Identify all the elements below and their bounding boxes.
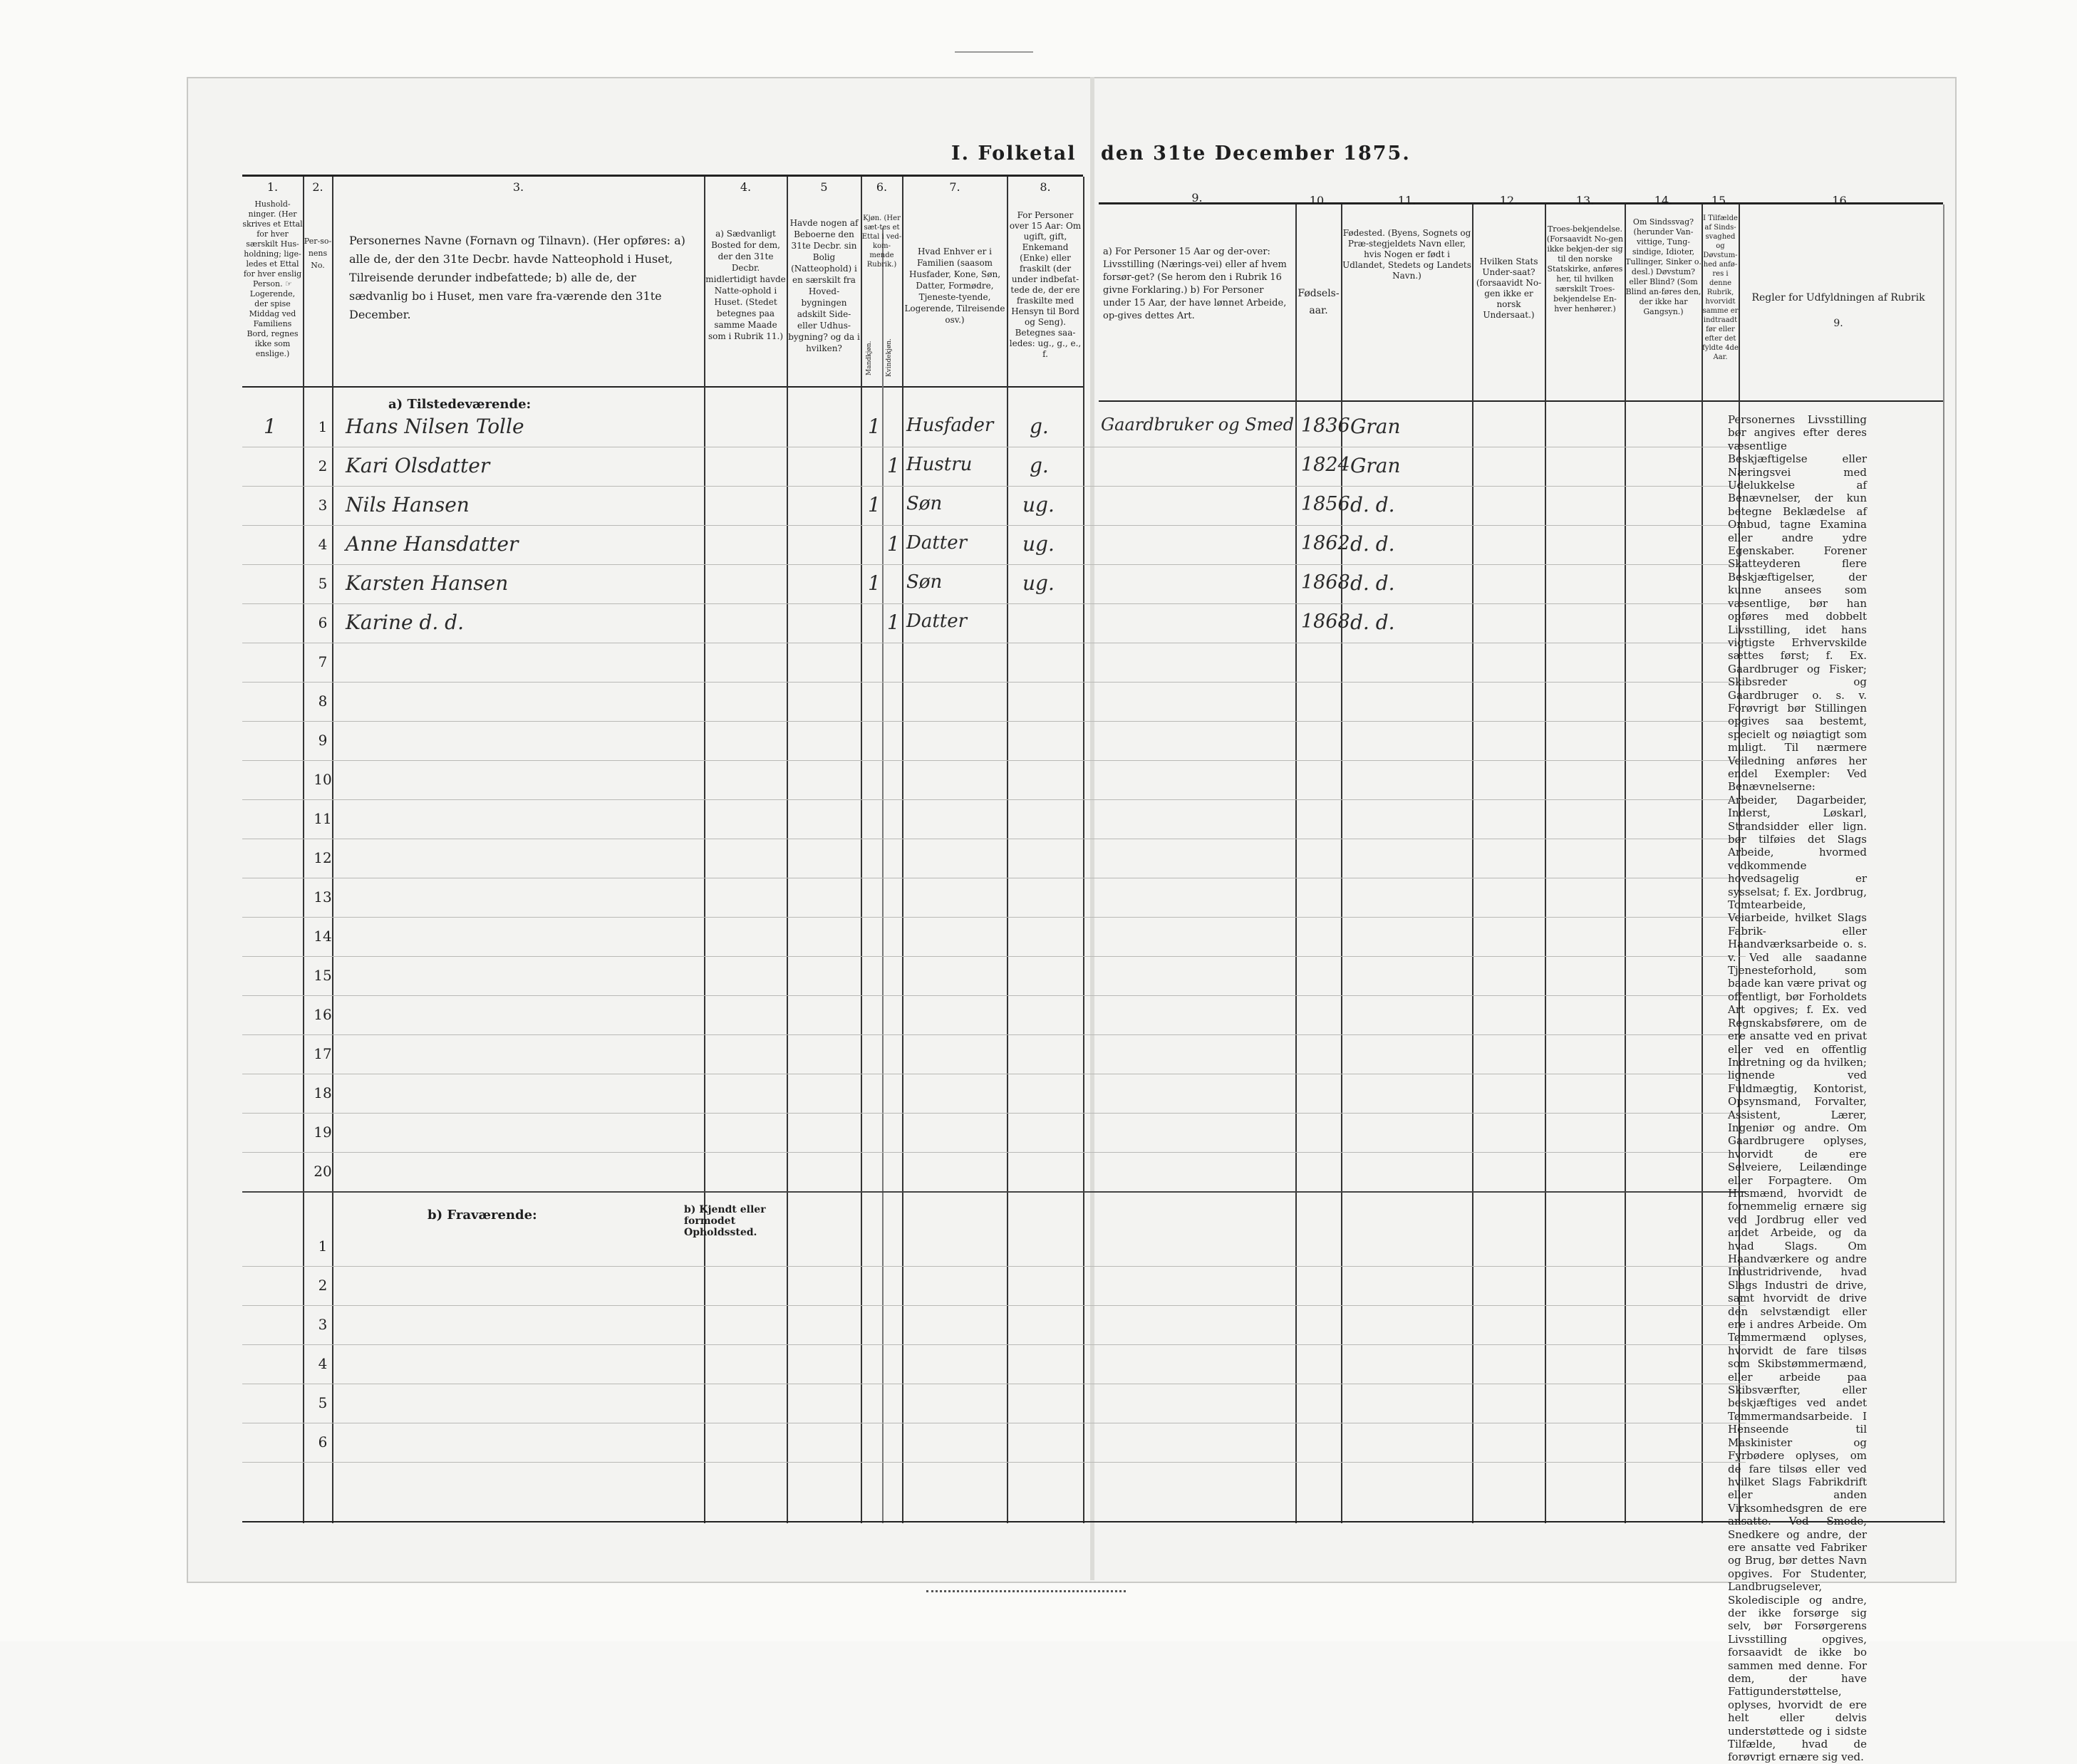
row-number: 13	[314, 888, 332, 906]
entry-born: 1868	[1301, 571, 1350, 593]
absent-row-number: 3	[318, 1316, 328, 1333]
row-line	[242, 603, 1746, 604]
row-number: 16	[314, 1006, 332, 1023]
col-no-15: 15.	[1711, 194, 1730, 207]
entry-occupation: Gaardbruker og Smed	[1101, 415, 1294, 435]
absent-row-number: 4	[318, 1355, 328, 1372]
entry-male: 1	[868, 415, 881, 438]
col-header-2: Per-so-nens No.	[304, 237, 332, 270]
col-line-10	[1341, 204, 1342, 1523]
col-header-10: Fødsels-aar.	[1298, 288, 1340, 316]
col-no-2: 2.	[312, 180, 323, 194]
entry-name: Nils Hansen	[346, 493, 470, 517]
col-header-6-male: Mandkjøn.	[866, 341, 873, 375]
pencil-mark	[955, 51, 1033, 53]
row-number: 11	[314, 810, 332, 827]
col-header-4: a) Sædvanligt Bosted for dem, der den 31te Decbr. midlertidigt havde Natte-ophold i Huset. (Stedet betegnes paa samme Maade som i Rubrik 11.)	[705, 229, 786, 341]
entry-role: Søn	[906, 493, 943, 514]
row-number: 6	[318, 614, 328, 631]
row-line	[242, 525, 1746, 526]
col-no-8: 8.	[1040, 180, 1051, 194]
row-number: 15	[314, 967, 332, 984]
col-no-6: 6.	[876, 180, 888, 194]
entry-role: Datter	[906, 532, 968, 554]
row-number: 8	[318, 692, 328, 710]
entry-male: 1	[868, 493, 881, 517]
col-header-13: Troes-bekjendelse. (Forsaavidt No-gen ikke bekjen-der sig til den norske Statskirke, anføres her, til hvilken særskilt Troes-bekjendelse En-hver henhører.)	[1546, 224, 1624, 313]
row-line	[242, 1113, 1746, 1114]
entry-civil: ug.	[1022, 493, 1055, 517]
col-no-4: 4.	[740, 180, 752, 194]
col-line-13	[1625, 204, 1626, 1523]
entry-name: Karsten Hansen	[346, 571, 509, 595]
entry-civil: g.	[1030, 415, 1049, 438]
entry-male: 1	[868, 571, 881, 595]
entry-female: 1	[887, 611, 900, 634]
section-divider	[242, 1191, 1746, 1193]
entry-birthplace: d. d.	[1350, 493, 1395, 517]
entry-name: Karine d. d.	[346, 611, 465, 634]
col-line-16	[1943, 204, 1944, 1523]
row-number: 14	[314, 928, 332, 945]
row-number: 20	[314, 1163, 332, 1180]
section-present: a) Tilstedeværende:	[388, 397, 532, 412]
row-number: 4	[318, 536, 328, 553]
col-no-5: 5	[820, 180, 828, 194]
entry-name: Anne Hansdatter	[346, 532, 519, 556]
col-no-1: 1.	[266, 180, 279, 194]
col-header-6-female: Kvindekjøn.	[886, 338, 893, 378]
row-number: 1	[318, 418, 328, 435]
page-fold	[1090, 77, 1094, 1580]
row-line	[242, 1462, 1746, 1463]
row-line	[242, 917, 1746, 918]
entry-civil: ug.	[1022, 571, 1055, 595]
col-header-6: Kjøn. (Her sæt-tes et Ettal i ved-kom-mende Rubrik.)	[861, 214, 902, 269]
col-header-16: Regler for Udfyldningen af Rubrik 9.	[1751, 292, 1925, 329]
absent-row-number: 6	[318, 1433, 328, 1451]
col-line-12	[1545, 204, 1546, 1523]
entry-born: 1868	[1301, 611, 1350, 633]
entry-born: 1836	[1301, 415, 1350, 437]
row-number: 19	[314, 1124, 332, 1141]
row-number: 9	[318, 732, 328, 749]
col-header-11: Fødested. (Byens, Sognets og Præ-stegjeldets Navn eller, hvis Nogen er født i Udlandet, Stedets og Landets Navn.)	[1342, 228, 1471, 281]
row-line	[242, 995, 1746, 996]
entry-civil: g.	[1030, 454, 1049, 477]
col-line-4	[787, 177, 788, 1523]
header-bottom-rule-left	[242, 386, 1083, 388]
entry-name: Kari Olsdatter	[346, 454, 490, 477]
row-number: 5	[318, 575, 328, 592]
entry-household: 1	[264, 415, 276, 438]
entry-female: 1	[887, 532, 900, 556]
absent-col4-label: b) Kjendt eller formodet Opholdssted.	[684, 1204, 766, 1238]
col-line-5	[861, 177, 862, 1523]
col-line-7	[1007, 177, 1008, 1523]
absent-row-number: 5	[318, 1394, 328, 1411]
col-line-9	[1295, 204, 1297, 1523]
row-line	[242, 1266, 1746, 1267]
entry-birthplace: d. d.	[1350, 571, 1395, 595]
entry-born: 1856	[1301, 493, 1350, 515]
row-line	[242, 486, 1746, 487]
row-line	[242, 1344, 1746, 1345]
header-bottom-rule-right	[1099, 400, 1943, 402]
row-number: 7	[318, 653, 328, 670]
absent-row-number: 2	[318, 1277, 328, 1294]
row-line	[242, 1034, 1746, 1035]
entry-role: Søn	[906, 571, 943, 593]
col-line-1	[303, 177, 304, 1523]
entry-birthplace: d. d.	[1350, 532, 1395, 556]
col-no-14: 14.	[1654, 194, 1673, 207]
row-number: 17	[314, 1045, 332, 1062]
section-absent: b) Fraværende:	[428, 1208, 537, 1223]
row-line	[242, 564, 1746, 565]
col-line-14	[1702, 204, 1703, 1523]
row-line	[242, 956, 1746, 957]
col-header-14: Om Sindssvag? (herunder Van-vittige, Tung-sindige, Idioter, Tullinger, Sinker o. desl.) Døvstum? eller Blind? (Som Blind an-føres den, der ikke har Gangsyn.)	[1625, 217, 1702, 316]
row-line	[242, 1305, 1746, 1306]
col-header-3: Personernes Navne (Fornavn og Tilnavn). (Her opføres: a) alle de, der den 31te Decbr. havde Natteophold i Huset, Tilreisende derunder indbefattede; b) alle de, der sædvanlig bo i Huset, men vare fra-værende den 31te December.	[349, 234, 685, 321]
entry-born: 1824	[1301, 454, 1350, 476]
absent-row-number: 1	[318, 1238, 328, 1255]
row-number: 18	[314, 1084, 332, 1101]
entry-birthplace: d. d.	[1350, 611, 1395, 634]
col-no-3: 3.	[512, 180, 524, 194]
bottom-rule	[242, 1521, 1945, 1522]
row-line	[242, 760, 1746, 761]
entry-role: Datter	[906, 611, 968, 632]
row-number: 2	[318, 457, 328, 474]
row-number: 3	[318, 497, 328, 514]
entry-name: Hans Nilsen Tolle	[346, 415, 524, 438]
col-header-9: a) For Personer 15 Aar og der-over: Livsstilling (Nærings-vei) eller af hvem forsør-get? (Se herom den i Rubrik 16 givne Forklaring.) b) For Personer under 15 Aar, der have lønnet Arbeide, op-gives dettes Art.	[1103, 247, 1287, 321]
entry-civil: ug.	[1022, 532, 1055, 556]
col-no-11: 11.	[1397, 194, 1416, 207]
instructions-text: Personernes Livsstilling bør angives efter deres væsentlige Beskjæftigelse eller Næringsvei med Udelukkelse af Benævnelser, der kun betegne Beklædelse af Ombud, tagne Examina eller andre ydre Egenskaber. Forener Skatteyderen flere Beskjæftigelser, der kunne ansees som væsentlige, bør han opføres med dobbelt Livsstilling, idet hans vigtigste Erhvervskilde sættes først; f. Ex. Gaardbruger og Fisker; Skibsreder og Gaardbruger o. s. v. Forøvrigt bør Stillingen opgives saa bestemt, specielt og nøiagtigt som muligt. Til nærmere Veiledning anføres her endel Exempler: Ved Benævnelserne: Arbeider, Dagarbeider, Inderst, Løskarl, Strandsidder eller lign. bør tilføies det Slags Arbeide, hvormed vedkommende hovedsagelig er sysselsat; f. Ex. Jordbrug, Tomtearbeide, Veiarbeide, hvilket Slags Fabrik- eller Haandværksarbeide o. s. v. Ved alle saadanne Tjenesteforhold, som baade kan være privat og offentligt, bør Forholdets Art opgives; f. Ex. ved Regnskabsførere, om de ere ansatte ved en privat eller ved en offentlig Indretning og da hvilken; lignende ved Fuldmægtig, Kontorist, Opsynsmand, Forvalter, Assistent, Lærer, Ingeniør og andre. Om Gaardbrugere oplyses, hvorvidt de ere Selveiere, Leilændinge eller Forpagtere. Om Husmænd, hvorvidt de fornemmelig ernære sig ved Jordbrug eller ved andet Arbeide, og da hvad Slags. Om Haandværkere og andre Industridrivende, hvad Slags Industri de drive, samt hvorvidt de drive den selvstændigt eller ere i andres Arbeide. Om Tømmermænd oplyses, hvorvidt de fare tilsøs som Skibstømmermænd, eller arbeide paa Skibsværfter, eller beskjæftiges ved andet Tømmermandsarbeide. I Henseende til Maskinister og Fyrbødere oplyses, om de fare tilsøs eller ved hvilket Slags Fabrikdrift eller anden Virksomhedsgren de ere ansatte. Ved Smede, Snedkere og andre, der ere ansatte ved Fabriker og Brug, bør dettes Navn opgives. For Studenter, Landbrugselever, Skoledisciple og andre, der ikke forsørge sig selv, bør Forsørgerens Livsstilling opgives, forsaavidt de ikke bo sammen med denne. For dem, der have Fattigunderstøttelse, oplyses, hvorvidt de ere helt eller delvis understøttede og i sidste Tilfælde, hvad de forøvrigt ernære sig ved.	[1728, 413, 1867, 1764]
col-no-12: 12.	[1499, 194, 1518, 207]
row-number: 12	[314, 849, 332, 866]
entry-birthplace: Gran	[1350, 454, 1401, 477]
col-no-13: 13.	[1575, 194, 1595, 207]
bottom-handwritten-mark	[926, 1590, 1126, 1597]
col-no-10: 10.	[1309, 194, 1328, 207]
col-header-1: Hushold-ninger. (Her skrives et Ettal for hver særskilt Hus-holdning; lige-ledes et Ettal for hver enslig Person. ☞ Logerende, der spise Middag ved Familiens Bord, regnes ikke som enslige.)	[242, 199, 303, 358]
entry-birthplace: Gran	[1350, 415, 1401, 438]
col-line-6a	[882, 228, 884, 1523]
row-line	[242, 1152, 1746, 1153]
row-line	[242, 682, 1746, 683]
col-no-16: 16.	[1832, 194, 1850, 207]
col-no-9: 9.	[1191, 191, 1203, 204]
col-line-11	[1472, 204, 1473, 1523]
row-line	[242, 721, 1746, 722]
entry-female: 1	[887, 454, 900, 477]
col-header-12: Hvilken Stats Under-saat? (forsaavidt No-gen ikke er norsk Undersaat.)	[1476, 256, 1542, 320]
title-left: I. Folketal	[951, 142, 1077, 165]
col-header-8: For Personer over 15 Aar: Om ugift, gift, Enkemand (Enke) eller fraskilt (der under indbefat-tede de, der ere fraskilte med Hensyn til Bord og Seng). Betegnes saa-ledes: ug., g., e., f.	[1009, 210, 1082, 359]
entry-born: 1862	[1301, 532, 1350, 554]
col-line-3	[704, 177, 705, 1523]
col-line-6	[902, 177, 903, 1523]
title-right: den 31te December 1875.	[1101, 142, 1411, 165]
top-rule-left	[242, 175, 1083, 177]
row-number: 10	[314, 771, 332, 788]
col-line-8	[1083, 177, 1084, 1523]
entry-role: Husfader	[906, 415, 994, 436]
row-line	[242, 799, 1746, 800]
col-header-5: Havde nogen af Beboerne den 31te Decbr. sin Bolig (Natteophold) i en særskilt fra Hoved-bygningen adskilt Side-eller Udhus-bygning? og da i hvilken?	[788, 218, 860, 353]
col-header-7: Hvad Enhver er i Familien (saasom Husfader, Kone, Søn, Datter, Formødre, Tjeneste-tyende, Logerende, Tilreisende osv.)	[904, 247, 1005, 325]
col-no-7: 7.	[949, 180, 960, 194]
entry-role: Hustru	[906, 454, 973, 475]
col-header-15: I Tilfælde af Sinds-svaghed og Døvstum-hed anfø-res i denne Rubrik, hvorvidt samme er indtraadt før eller efter det fyldte 4de Aar.	[1702, 214, 1739, 361]
